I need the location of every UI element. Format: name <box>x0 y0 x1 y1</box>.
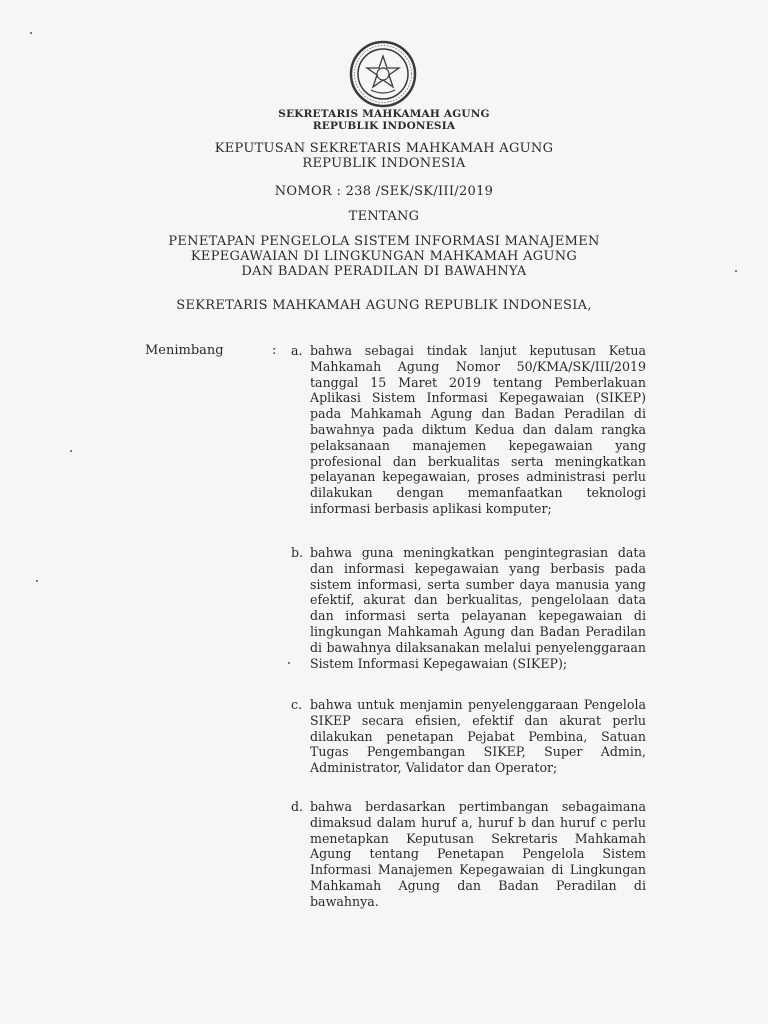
item-letter: d. <box>291 799 304 814</box>
decree-subject-line-2: KEPEGAWAIAN DI LINGKUNGAN MAHKAMAH AGUNG <box>190 249 578 264</box>
considering-item-c <box>291 697 646 776</box>
decree-subject-line-1: PENETAPAN PENGELOLA SISTEM INFORMASI MANAJEMEN <box>168 234 600 249</box>
decree-issuer: SEKRETARIS MAHKAMAH AGUNG REPUBLIK INDONESIA, <box>176 298 592 313</box>
scan-speck <box>735 270 737 272</box>
item-text: bahwa berdasarkan pertimbangan sebagaimana dimaksud dalam huruf a, huruf b dan huruf c perlu menetapkan Keputusan Sekretaris Mahkamah Agung tentang Penetapan Pengelola Sistem Informasi Manajemen Kepegawaian di Lingkungan Mahkamah Agung dan Badan Peradilan di bawahnya. <box>310 799 646 909</box>
considering-colon: : <box>272 343 277 358</box>
header-line-2: REPUBLIK INDONESIA <box>312 120 456 132</box>
considering-item-d <box>291 799 646 910</box>
scan-speck <box>36 580 38 582</box>
header-line-1: SEKRETARIS MAHKAMAH AGUNG <box>278 108 490 120</box>
item-text: bahwa guna meningkatkan pengintegrasian data dan informasi kepegawaian yang berbasis pada sistem informasi, serta sumber daya manusia yang efektif, akurat dan berkualitas, pengelolaan data dan informasi serta pelayanan kepegawaian di lingkungan Mahkamah Agung dan Badan Peradilan di bawahnya dilaksanakan melalui penyelenggaraan Sistem Informasi Kepegawaian (SIKEP); <box>310 545 646 671</box>
item-letter: a. <box>291 343 303 358</box>
item-letter: c. <box>291 697 303 712</box>
decree-about: TENTANG <box>348 209 420 224</box>
item-text: bahwa sebagai tindak lanjut keputusan Ketua Mahkamah Agung Nomor 50/KMA/SK/III/2019 tanggal 15 Maret 2019 tentang Pemberlakuan Aplikasi Sistem Informasi Kepegawaian (SIKEP) pada Mahkamah Agung dan Badan Peradilan di bawahnya pada diktum Kedua dan dalam rangka pelaksanaan manajemen kepegawaian yang profesional dan berkualitas serta meningkatkan pelayanan kepegawaian, proses administrasi perlu dilakukan dengan memanfaatkan teknologi informasi berbasis aplikasi komputer; <box>310 343 646 516</box>
considering-item-a <box>291 343 646 517</box>
scan-speck <box>70 450 72 452</box>
considering-label: Menimbang <box>145 343 224 358</box>
scan-speck <box>288 662 290 664</box>
mahkamah-agung-seal-icon <box>349 40 417 108</box>
decree-subject-line-3: DAN BADAN PERADILAN DI BAWAHNYA <box>241 264 527 279</box>
item-letter: b. <box>291 545 304 560</box>
decree-title-line-1: KEPUTUSAN SEKRETARIS MAHKAMAH AGUNG <box>214 141 554 156</box>
decree-title-line-2: REPUBLIK INDONESIA <box>302 156 466 171</box>
considering-item-b <box>291 545 646 671</box>
scan-speck <box>30 32 32 34</box>
decree-number: NOMOR : 238 /SEK/SK/III/2019 <box>274 184 494 199</box>
item-text: bahwa untuk menjamin penyelenggaraan Pengelola SIKEP secara efisien, efektif dan akurat perlu dilakukan penetapan Pejabat Pembina, Satuan Tugas Pengembangan SIKEP, Super Admin, Administrator, Validator dan Operator; <box>310 697 646 776</box>
